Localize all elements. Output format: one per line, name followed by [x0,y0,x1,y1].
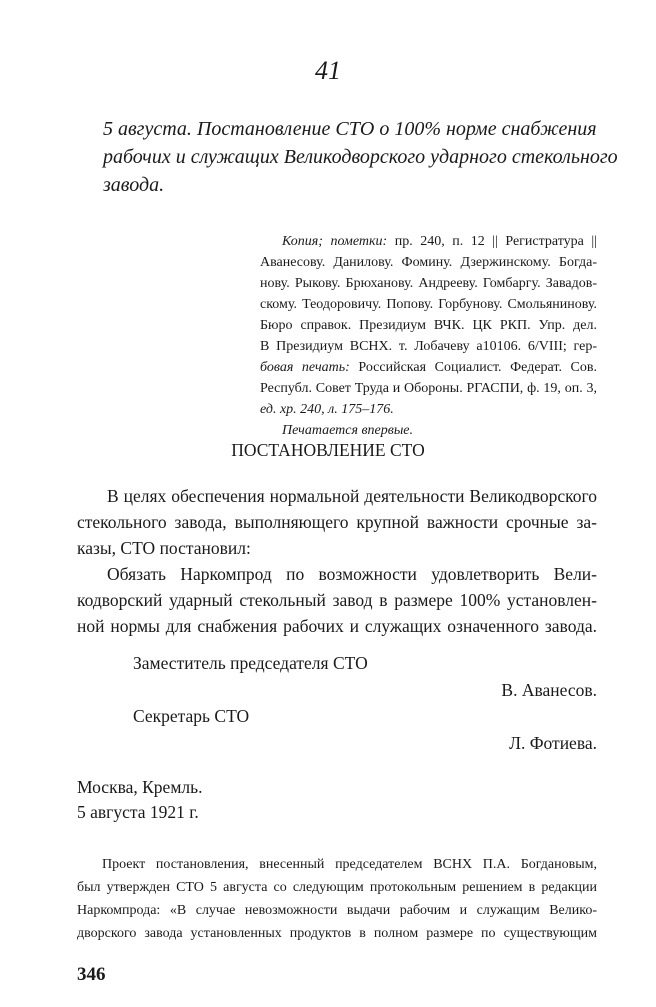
note-text: пр. 240, п. 12 || Регистратура || [387,234,598,249]
title-line: рабочих и служащих Великодворского ударного стекольного [103,146,618,168]
signature-name: Л. Фотиева. [509,733,597,753]
note-line: В Президиум ВСНХ. т. Лобачеву а10106. 6/VIII; гер- [260,339,597,354]
note-line: Республ. Совет Труда и Обороны. РГАСПИ, ф. 19, оп. 3, [260,381,597,396]
note-line: ед. хр. 240, л. 175–176. [260,402,394,417]
page-number: 346 [77,964,106,985]
note-text: Российская Социалист. Федерат. Сов. [349,360,597,375]
title-line: завода. [103,174,165,196]
note-italic: Копия; пометки: [282,234,388,249]
note-line: Бюро справок. Президиум ВЧК. ЦК РКП. Упр. дел. [260,318,597,333]
note-line [260,360,597,376]
body-line: Обязать Наркомпрод по возможности удовлетворить Вели- [107,564,597,584]
body-line: ной нормы для снабжения рабочих и служащих означенного завода. [77,616,597,636]
body-line: казы, СТО постановил: [77,538,251,558]
footnote-line: дворского завода установленных продуктов в полном размере по существующим [77,926,597,941]
body-line: В целях обеспечения нормальной деятельности Великодворского [107,486,597,506]
body-line: стекольного завода, выполняющего крупной важности срочные за- [77,512,597,532]
signature-title: Заместитель председателя СТО [133,653,368,673]
note-line: скому. Теодоровичу. Попову. Горбунову. Смольянинову. [260,297,597,312]
document-number: 41 [315,56,341,85]
note-line: нову. Рыкову. Брюханову. Андрееву. Гомбаргу. Завадов- [260,276,597,291]
note-line: Аванесову. Данилову. Фомину. Дзержинскому. Богда- [260,255,597,270]
signature-name: В. Аванесов. [501,680,597,700]
footnote-line: был утвержден СТО 5 августа со следующим протокольным решением в редакции [77,880,597,895]
note-italic: бовая печать: [260,360,350,375]
title-line: 5 августа. Постановление СТО о 100% норме снабжения [103,118,597,140]
signature-title: Секретарь СТО [133,706,250,726]
footnote-line: Проект постановления, внесенный председателем ВСНХ П.А. Богдановым, [102,857,597,872]
section-heading: ПОСТАНОВЛЕНИЕ СТО [231,440,425,460]
note-line [282,234,597,250]
publication-note: Печатается впервые. [282,423,414,438]
body-line: кодворский ударный стекольный завод в размере 100% установлен- [77,590,597,610]
place: Москва, Кремль. [77,777,203,797]
footnote-line: Наркомпрода: «В случае невозможности выдачи рабочим и служащим Велико- [77,903,597,918]
date: 5 августа 1921 г. [77,802,199,822]
